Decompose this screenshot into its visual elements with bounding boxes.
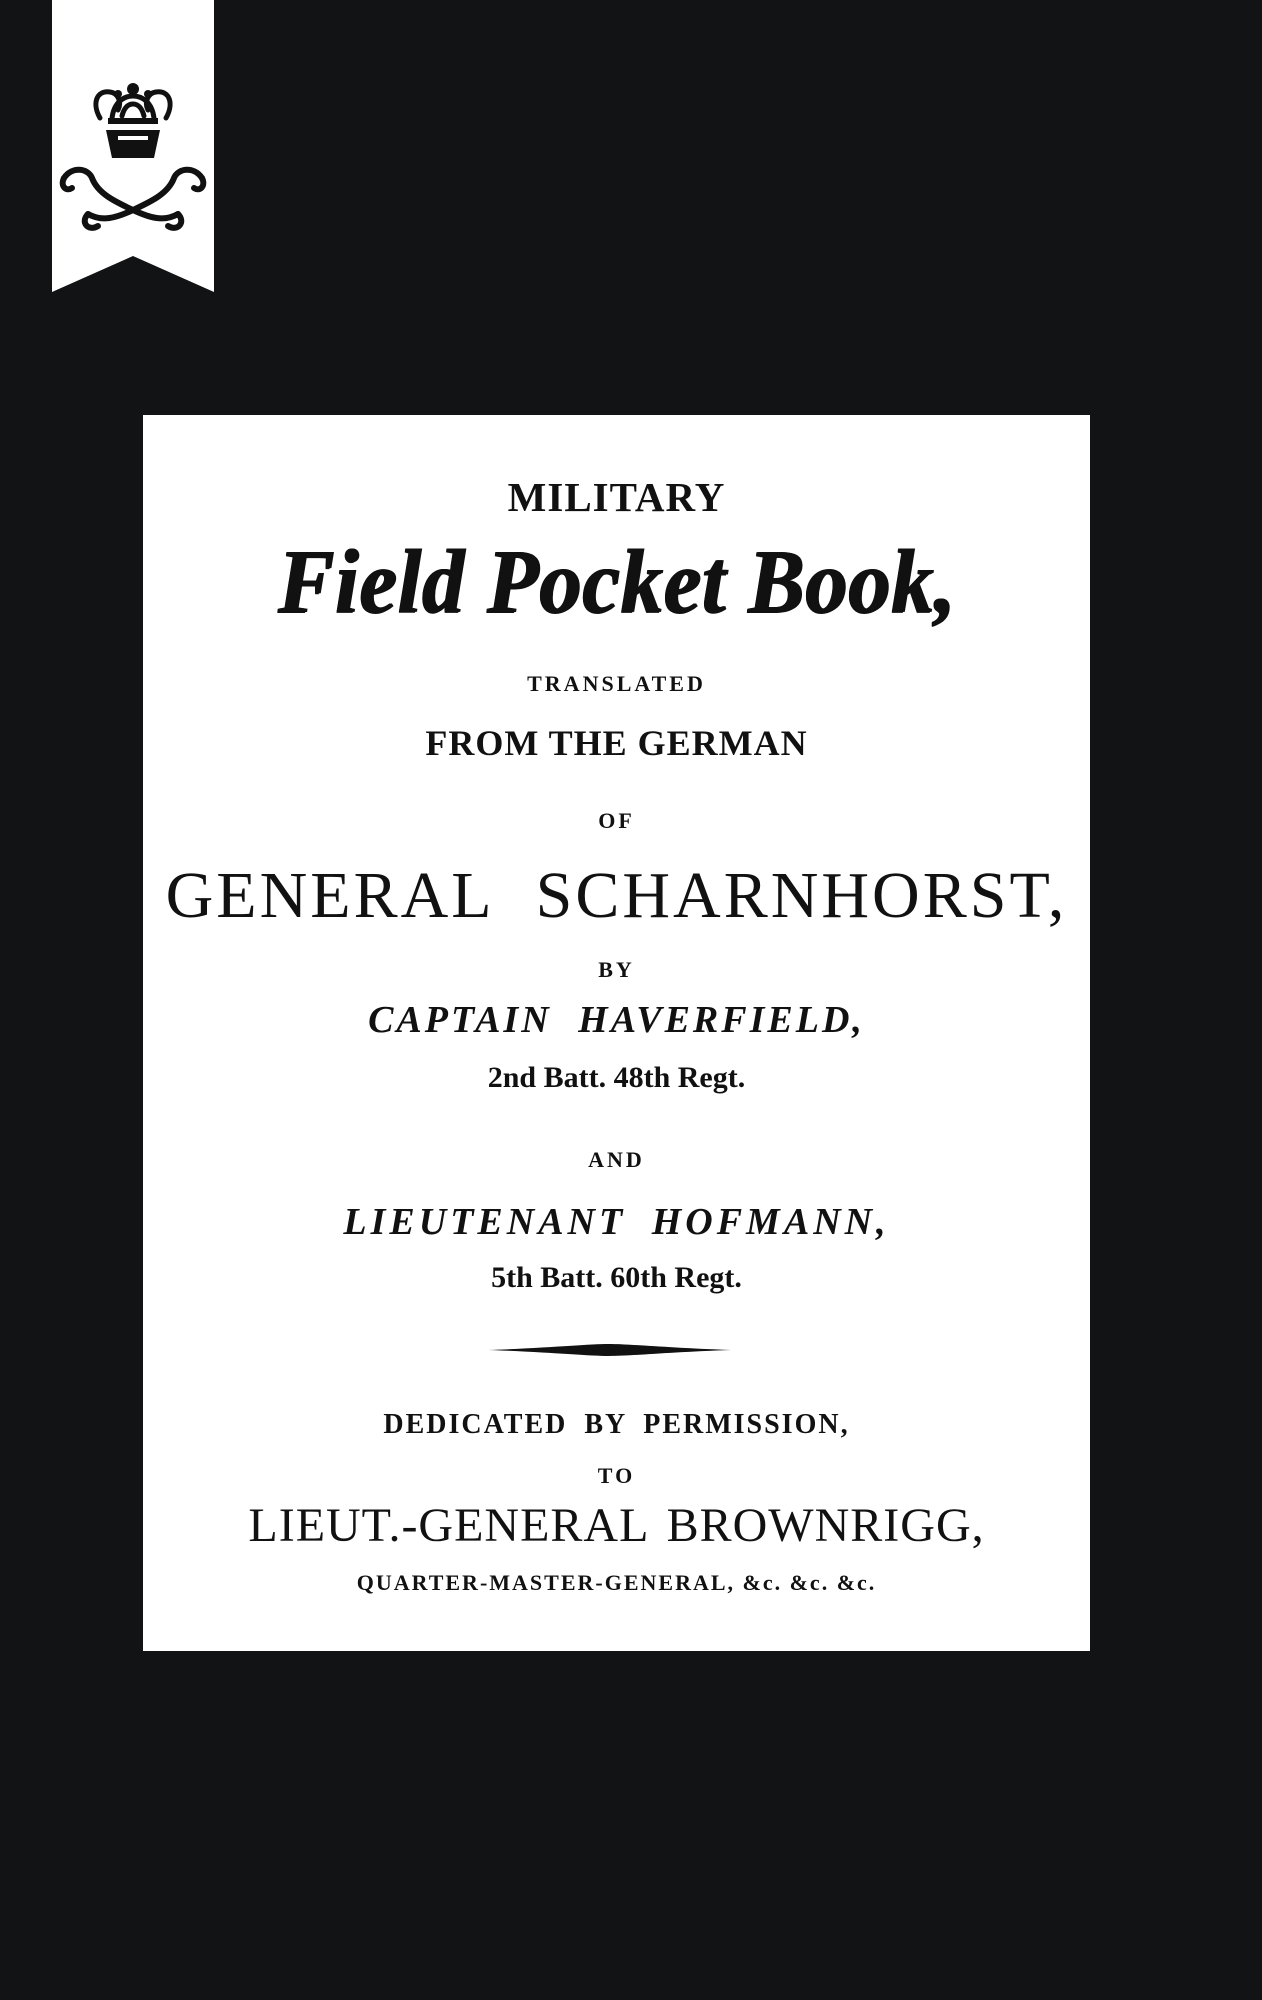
translator-lieutenant: LIEUTENANT HOFMANN, bbox=[343, 1201, 890, 1243]
title-page bbox=[143, 415, 1090, 1651]
crown-monogram-icon bbox=[52, 0, 214, 292]
translated-label: TRANSLATED bbox=[527, 671, 706, 696]
title-field-pocket-book: Field Pocket Book, bbox=[277, 532, 956, 633]
author-name: GENERAL SCHARNHORST, bbox=[165, 859, 1068, 932]
title-military: MILITARY bbox=[507, 474, 726, 520]
translator-lieutenant-regiment: 5th Batt. 60th Regt. bbox=[491, 1261, 742, 1294]
publisher-bookmark-ribbon bbox=[52, 0, 214, 292]
to-label: TO bbox=[597, 1463, 636, 1488]
and-label: AND bbox=[588, 1147, 645, 1172]
ornamental-rule bbox=[488, 1343, 731, 1357]
of-label: OF bbox=[598, 808, 635, 833]
translator-captain: CAPTAIN HAVERFIELD, bbox=[368, 999, 865, 1041]
from-the-german-label: FROM THE GERMAN bbox=[425, 723, 808, 763]
dedicatee-title: QUARTER-MASTER-GENERAL, &c. &c. &c. bbox=[356, 1570, 877, 1595]
by-label: BY bbox=[598, 957, 635, 982]
dedicatee-name: LIEUT.-GENERAL BROWNRIGG, bbox=[248, 1499, 985, 1552]
translator-captain-regiment: 2nd Batt. 48th Regt. bbox=[487, 1061, 746, 1094]
dedication-label: DEDICATED BY PERMISSION, bbox=[383, 1409, 850, 1440]
